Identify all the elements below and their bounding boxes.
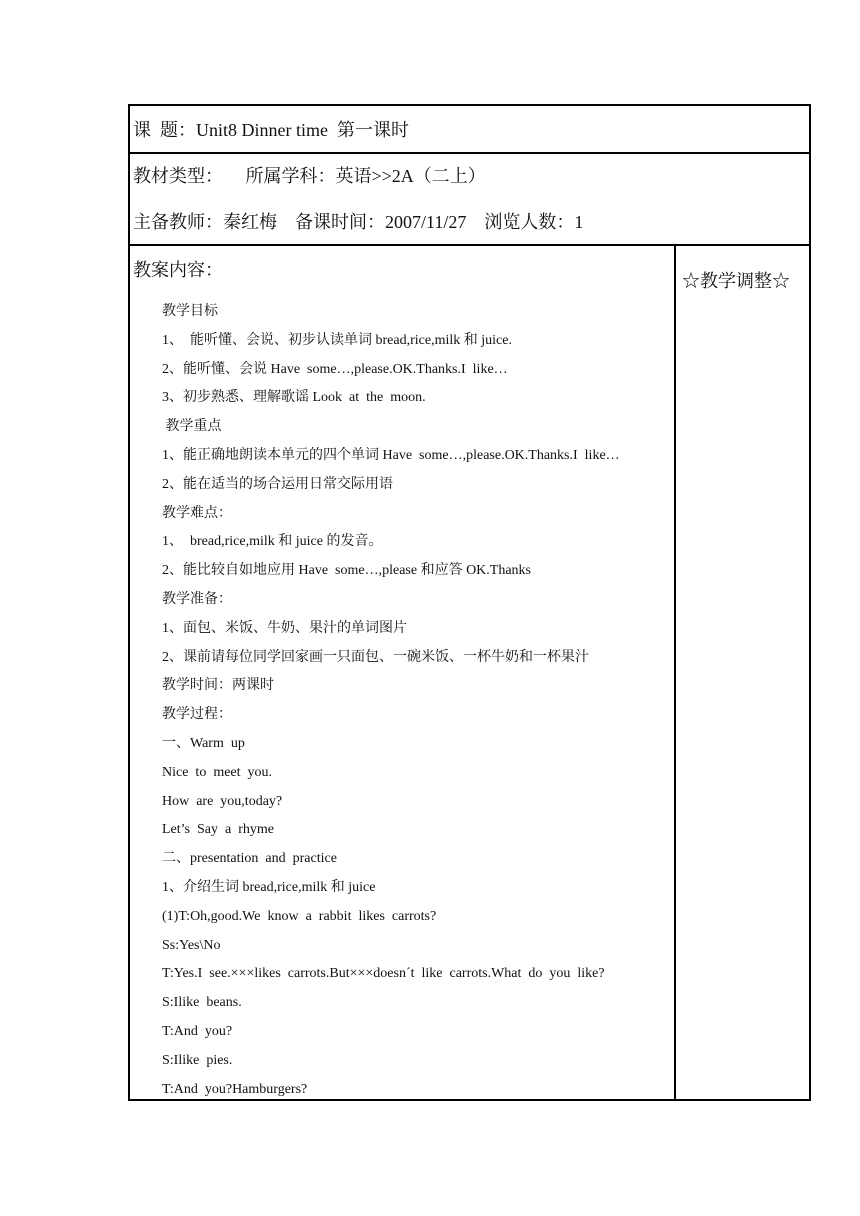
- content-line: 1、 bread,rice,milk 和 juice 的发音。: [162, 534, 383, 550]
- content-line: T:And you?: [162, 1023, 233, 1039]
- lesson-plan-table: [128, 104, 811, 1101]
- lesson-content-cell: [130, 246, 676, 1099]
- content-line: 1、介绍生词 bread,rice,milk 和 juice: [162, 879, 376, 895]
- content-line: 1、 能听懂、会说、初步认读单词 bread,rice,milk 和 juice.: [162, 332, 512, 348]
- content-line: 教学准备：: [162, 591, 232, 607]
- content-line: 教学难点：: [162, 505, 232, 521]
- title-row: [130, 106, 809, 154]
- content-line: 教学目标: [162, 304, 218, 319]
- content-line: 教学过程：: [162, 707, 232, 723]
- content-line: 教学时间：两课时: [162, 678, 274, 694]
- content-line: 二、presentation and practice: [162, 851, 337, 867]
- material-subject-line: 教材类型： 所属学科：英语>>2A（二上）: [133, 166, 486, 186]
- content-line: S:Ilike pies.: [162, 1052, 233, 1068]
- content-line: 一、Warm up: [162, 735, 245, 751]
- content-line: (1)T:Oh,good.We know a rabbit likes carrots?: [162, 908, 437, 924]
- content-line: Nice to meet you.: [162, 764, 273, 780]
- meta-row: [130, 154, 809, 246]
- lesson-title: 课 题：Unit8 Dinner time 第一课时: [133, 120, 409, 140]
- content-line: 教学重点: [162, 419, 222, 435]
- content-line: 2、能听懂、会说 Have some…,please.OK.Thanks.I like…: [162, 361, 508, 377]
- content-heading: 教案内容：: [133, 260, 223, 280]
- content-line: Let’s Say a rhyme: [162, 822, 274, 838]
- content-line: 3、初步熟悉、理解歌谣 Look at the moon.: [162, 390, 426, 406]
- content-line: 2、课前请每位同学回家画一只面包、一碗米饭、一杯牛奶和一杯果汁: [162, 649, 589, 665]
- content-row: [130, 246, 809, 1099]
- content-line: 2、能比较自如地应用 Have some…,please 和应答 OK.Thanks: [162, 563, 532, 579]
- teacher-date-views-line: 主备教师：秦红梅 备课时间：2007/11/27 浏览人数：1: [133, 212, 584, 232]
- content-line: T:And you?Hamburgers?: [162, 1081, 308, 1097]
- content-line: T:Yes.I see.×××likes carrots.But×××doesn´t like carrots.What do you like?: [162, 966, 605, 982]
- lesson-content-lines: [162, 302, 668, 1108]
- content-line: How are you,today?: [162, 793, 283, 809]
- teaching-adjustment-heading: ☆教学调整☆: [682, 271, 790, 291]
- content-line: 1、面包、米饭、牛奶、果汁的单词图片: [162, 620, 407, 636]
- content-line: Ss:Yes\No: [162, 937, 221, 953]
- content-line: S:Ilike beans.: [162, 995, 242, 1011]
- content-line: 2、能在适当的场合运用日常交际用语: [162, 476, 393, 492]
- content-line: 1、能正确地朗读本单元的四个单词 Have some…,please.OK.Thanks.I like…: [162, 447, 620, 463]
- teaching-adjustment-cell: [676, 246, 809, 1099]
